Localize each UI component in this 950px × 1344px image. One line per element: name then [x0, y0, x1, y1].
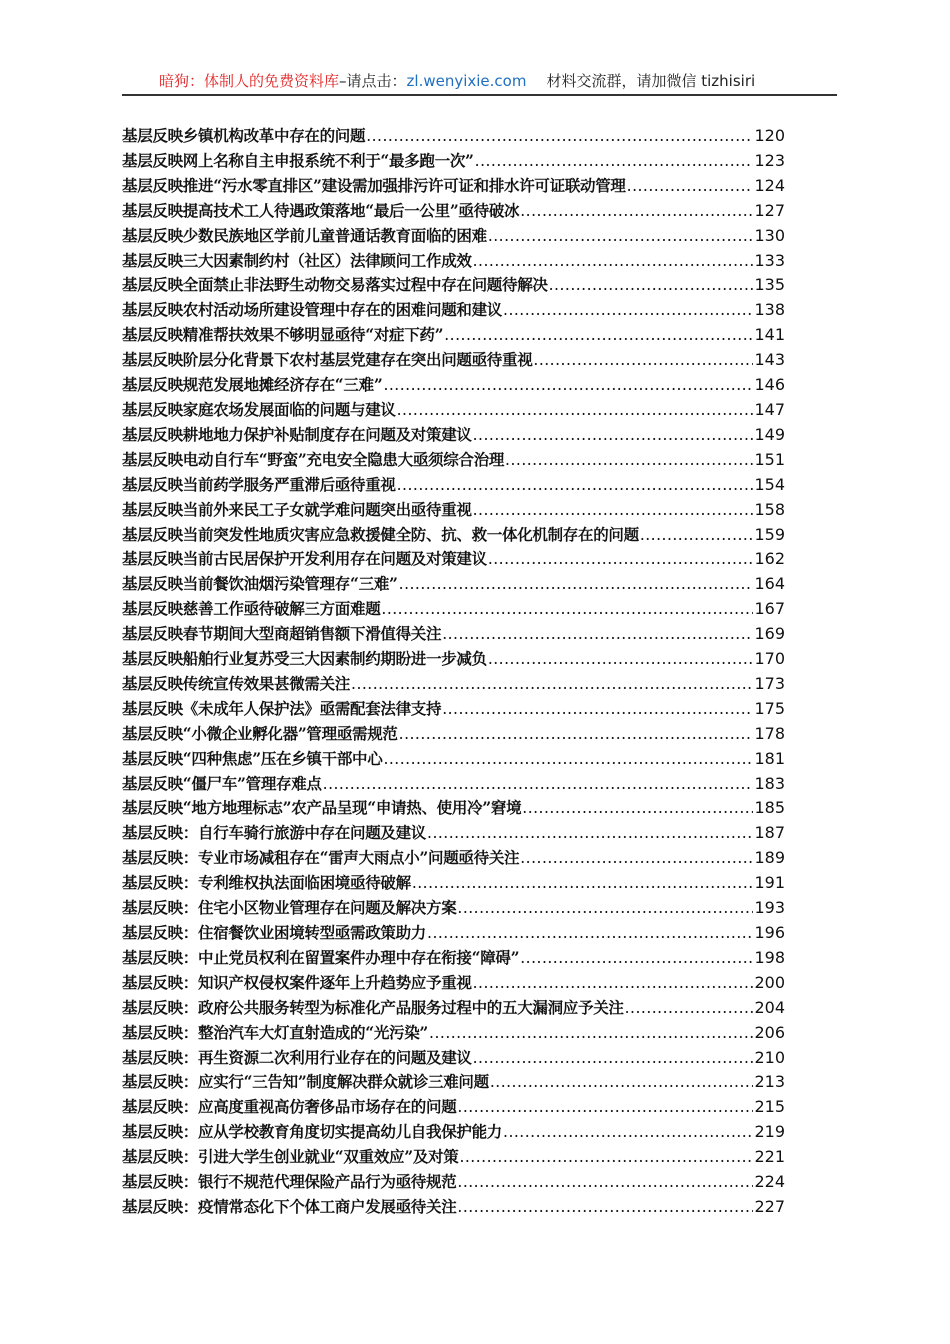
toc-entry-title: 基层反映耕地地力保护补贴制度存在问题及对策建议	[122, 424, 472, 444]
toc-entry-title: 基层反映慈善工作亟待破解三方面难题	[122, 599, 381, 619]
toc-entry-title: 基层反映：专业市场减租存在“雷声大雨点小”问题亟待关注	[122, 848, 520, 868]
header-contact: 材料交流群，请加微信 tizhisiri	[546, 72, 756, 90]
toc-entry[interactable]	[122, 398, 785, 423]
toc-leader-dots	[503, 1120, 753, 1145]
toc-leader-dots	[397, 398, 754, 423]
toc-entry-page: 198	[754, 947, 785, 967]
toc-entry[interactable]	[122, 772, 785, 797]
toc-leader-dots	[429, 1021, 753, 1046]
toc-entry-title: 基层反映：中止党员权利在留置案件办理中存在衔接“障碍”	[122, 947, 520, 967]
toc-entry-title: 基层反映三大因素制约村（社区）法律顾问工作成效	[122, 250, 472, 270]
toc-entry[interactable]	[122, 547, 785, 572]
toc-entry-page: 123	[754, 150, 785, 170]
header-prompt: –请点击：	[339, 72, 407, 90]
toc-entry[interactable]	[122, 1145, 785, 1170]
toc-leader-dots	[383, 747, 753, 772]
toc-leader-dots	[323, 772, 754, 797]
toc-leader-dots	[522, 796, 753, 821]
toc-entry-title: 基层反映推进“污水零直排区”建设需加强排污许可证和排水许可证联动管理	[122, 175, 626, 195]
toc-entry-title: 基层反映阶层分化背景下农村基层党建存在突出问题亟待重视	[122, 350, 533, 370]
toc-entry[interactable]	[122, 1046, 785, 1071]
toc-leader-dots	[488, 224, 754, 249]
toc-leader-dots	[640, 523, 754, 548]
toc-entry-page: 185	[754, 798, 785, 818]
toc-entry-page: 164	[754, 574, 785, 594]
toc-entry-page: 224	[754, 1172, 785, 1192]
toc-entry[interactable]	[122, 1095, 785, 1120]
toc-entry-page: 178	[754, 723, 785, 743]
toc-entry-page: 130	[754, 225, 785, 245]
toc-entry[interactable]	[122, 846, 785, 871]
toc-entry-title: 基层反映当前外来民工子女就学难问题突出亟待重视	[122, 499, 472, 519]
toc-entry[interactable]	[122, 423, 785, 448]
toc-entry-title: 基层反映：自行车骑行旅游中存在问题及建议	[122, 823, 427, 843]
toc-entry-page: 141	[754, 325, 785, 345]
toc-entry[interactable]	[122, 722, 785, 747]
toc-entry[interactable]	[122, 348, 785, 373]
toc-entry-page: 143	[754, 350, 785, 370]
toc-entry-page: 213	[754, 1072, 785, 1092]
toc-entry[interactable]	[122, 1170, 785, 1195]
header-link[interactable]: zl.wenyixie.com	[406, 72, 527, 90]
toc-entry-page: 215	[754, 1097, 785, 1117]
toc-leader-dots	[442, 622, 753, 647]
toc-leader-dots	[533, 348, 753, 373]
toc-entry-page: 146	[754, 375, 785, 395]
toc-entry-title: 基层反映春节期间大型商超销售额下滑值得关注	[122, 624, 442, 644]
toc-entry-page: 133	[754, 250, 785, 270]
toc-entry[interactable]	[122, 1195, 785, 1220]
toc-entry[interactable]	[122, 174, 785, 199]
toc-leader-dots	[473, 249, 754, 274]
toc-entry-title: 基层反映“四种焦虑”压在乡镇干部中心	[122, 748, 383, 768]
toc-entry-title: 基层反映少数民族地区学前儿童普通话教育面临的困难	[122, 225, 487, 245]
toc-leader-dots	[473, 1046, 754, 1071]
toc-entry-page: 191	[754, 873, 785, 893]
toc-entry[interactable]	[122, 1120, 785, 1145]
toc-leader-dots	[351, 672, 753, 697]
toc-entry-page: 219	[754, 1122, 785, 1142]
toc-leader-dots	[381, 597, 753, 622]
toc-entry-title: 基层反映网上名称自主申报系统不利于“最多跑一次”	[122, 150, 474, 170]
toc-leader-dots	[505, 448, 753, 473]
toc-entry-page: 158	[754, 499, 785, 519]
toc-entry[interactable]	[122, 871, 785, 896]
toc-entry[interactable]	[122, 323, 785, 348]
toc-entry-title: 基层反映：疫情常态化下个体工商户发展亟待关注	[122, 1196, 457, 1216]
toc-entry-title: 基层反映船舶行业复苏受三大因素制约期盼进一步减负	[122, 649, 487, 669]
toc-entry[interactable]	[122, 1070, 785, 1095]
toc-entry-title: 基层反映“地方地理标志”农产品呈现“申请热、使用冷”窘境	[122, 798, 522, 818]
toc-leader-dots	[488, 647, 754, 672]
toc-entry-page: 206	[754, 1022, 785, 1042]
toc-entry-title: 基层反映提高技术工人待遇政策落地“最后一公里”亟待破冰	[122, 200, 520, 220]
toc-entry[interactable]	[122, 946, 785, 971]
toc-entry-title: 基层反映乡镇机构改革中存在的问题	[122, 126, 366, 145]
toc-entry-page: 173	[754, 673, 785, 693]
toc-entry-title: 基层反映传统宣传效果甚微需关注	[122, 673, 351, 693]
toc-entry-page: 175	[754, 698, 785, 718]
toc-entry-page: 162	[754, 549, 785, 569]
toc-entry-title: 基层反映规范发展地摊经济存在“三难”	[122, 375, 383, 395]
toc-entry[interactable]	[122, 149, 785, 174]
toc-leader-dots	[520, 946, 753, 971]
toc-leader-dots	[366, 124, 753, 149]
toc-entry-page: 189	[754, 848, 785, 868]
toc-entry[interactable]	[122, 672, 785, 697]
header-brand: 暗狗：体制人的免费资料库	[159, 72, 340, 90]
table-of-contents	[122, 124, 785, 1220]
toc-entry[interactable]	[122, 647, 785, 672]
toc-entry-title: 基层反映全面禁止非法野生动物交易落实过程中存在问题待解决	[122, 275, 548, 295]
toc-entry-page: 138	[754, 300, 785, 320]
toc-entry-page: 196	[754, 923, 785, 942]
toc-leader-dots	[457, 1170, 753, 1195]
toc-entry-title: 基层反映家庭农场发展面临的问题与建议	[122, 399, 396, 419]
toc-entry-page: 127	[754, 200, 785, 220]
toc-entry-page: 120	[754, 126, 785, 145]
toc-entry[interactable]	[122, 921, 785, 946]
toc-entry-page: 227	[754, 1196, 785, 1216]
toc-entry-title: 基层反映：住宅小区物业管理存在问题及解决方案	[122, 898, 457, 918]
toc-entry-page: 124	[754, 175, 785, 195]
toc-entry-title: 基层反映精准帮扶效果不够明显亟待“对症下药”	[122, 325, 444, 345]
toc-entry-title: 基层反映“小微企业孵化器”管理亟需规范	[122, 723, 398, 743]
toc-leader-dots	[427, 821, 753, 846]
toc-entry-page: 193	[754, 898, 785, 918]
toc-entry-title: 基层反映：应高度重视高仿奢侈品市场存在的问题	[122, 1097, 457, 1117]
toc-entry-page: 204	[754, 997, 785, 1017]
toc-leader-dots	[520, 846, 753, 871]
toc-entry[interactable]	[122, 124, 785, 149]
toc-leader-dots	[490, 1070, 754, 1095]
toc-leader-dots	[473, 423, 754, 448]
toc-leader-dots	[475, 149, 754, 174]
toc-entry-title: 基层反映当前药学服务严重滞后亟待重视	[122, 474, 396, 494]
toc-leader-dots	[520, 199, 753, 224]
toc-entry[interactable]	[122, 572, 785, 597]
toc-leader-dots	[488, 547, 754, 572]
toc-entry[interactable]	[122, 249, 785, 274]
toc-entry-title: 基层反映当前突发性地质灾害应急救援健全防、抗、救一体化机制存在的问题	[122, 524, 639, 544]
toc-leader-dots	[444, 323, 753, 348]
toc-leader-dots	[473, 498, 754, 523]
toc-entry[interactable]	[122, 498, 785, 523]
toc-entry[interactable]	[122, 298, 785, 323]
toc-entry[interactable]	[122, 697, 785, 722]
toc-entry[interactable]	[122, 747, 785, 772]
toc-entry[interactable]	[122, 896, 785, 921]
toc-entry[interactable]	[122, 821, 785, 846]
toc-entry-page: 154	[754, 474, 785, 494]
toc-entry-page: 147	[754, 399, 785, 419]
toc-entry-title: 基层反映：引进大学生创业就业“双重效应”及对策	[122, 1147, 459, 1167]
toc-entry-page: 200	[754, 972, 785, 992]
toc-leader-dots	[503, 298, 753, 323]
toc-entry-page: 181	[754, 748, 785, 768]
toc-entry-title: 基层反映：住宿餐饮业困境转型亟需政策助力	[122, 923, 427, 942]
toc-entry-page: 169	[754, 624, 785, 644]
page-header	[122, 68, 837, 96]
toc-entry-title: 基层反映：政府公共服务转型为标准化产品服务过程中的五大漏洞应予关注	[122, 997, 624, 1017]
toc-entry[interactable]	[122, 473, 785, 498]
toc-entry-title: 基层反映《未成年人保护法》亟需配套法律支持	[122, 698, 442, 718]
toc-entry-title: 基层反映当前餐饮油烟污染管理存“三难”	[122, 574, 398, 594]
toc-entry-title: 基层反映当前古民居保护开发利用存在问题及对策建议	[122, 549, 487, 569]
toc-entry[interactable]	[122, 622, 785, 647]
toc-entry-title: 基层反映：整治汽车大灯直射造成的“光污染”	[122, 1022, 429, 1042]
toc-entry-page: 151	[754, 449, 785, 469]
toc-entry[interactable]	[122, 448, 785, 473]
toc-leader-dots	[442, 697, 753, 722]
toc-entry-page: 149	[754, 424, 785, 444]
toc-leader-dots	[457, 896, 753, 921]
toc-leader-dots	[397, 473, 754, 498]
toc-entry[interactable]	[122, 796, 785, 821]
toc-entry-title: 基层反映：再生资源二次利用行业存在的问题及建议	[122, 1047, 472, 1067]
toc-entry[interactable]	[122, 199, 785, 224]
toc-entry-title: 基层反映：银行不规范代理保险产品行为亟待规范	[122, 1172, 457, 1192]
toc-entry[interactable]	[122, 273, 785, 298]
toc-entry-page: 183	[754, 773, 785, 793]
toc-entry[interactable]	[122, 597, 785, 622]
toc-leader-dots	[627, 174, 754, 199]
toc-entry[interactable]	[122, 971, 785, 996]
toc-entry[interactable]	[122, 1021, 785, 1046]
toc-leader-dots	[625, 996, 754, 1021]
toc-entry[interactable]	[122, 373, 785, 398]
toc-entry-title: 基层反映“僵尸车”管理存难点	[122, 773, 322, 793]
toc-entry-page: 170	[754, 649, 785, 669]
toc-leader-dots	[457, 1095, 753, 1120]
toc-entry-title: 基层反映电动自行车“野蛮”充电安全隐患大亟须综合治理	[122, 449, 505, 469]
toc-entry-title: 基层反映：专利维权执法面临困境亟待破解	[122, 873, 411, 893]
toc-leader-dots	[459, 1145, 753, 1170]
toc-entry-page: 135	[754, 275, 785, 295]
toc-entry-page: 167	[754, 599, 785, 619]
toc-entry[interactable]	[122, 224, 785, 249]
toc-leader-dots	[457, 1195, 753, 1220]
toc-entry-page: 159	[754, 524, 785, 544]
toc-leader-dots	[427, 921, 753, 946]
toc-entry-page: 187	[754, 823, 785, 843]
toc-entry-title: 基层反映：知识产权侵权案件逐年上升趋势应予重视	[122, 972, 472, 992]
toc-leader-dots	[412, 871, 754, 896]
toc-entry[interactable]	[122, 996, 785, 1021]
toc-entry-title: 基层反映：应从学校教育角度切实提高幼儿自我保护能力	[122, 1122, 503, 1142]
toc-leader-dots	[383, 373, 753, 398]
toc-entry-page: 210	[754, 1047, 785, 1067]
toc-leader-dots	[473, 971, 754, 996]
toc-entry-title: 基层反映农村活动场所建设管理中存在的困难问题和建议	[122, 300, 503, 320]
toc-leader-dots	[399, 572, 754, 597]
toc-entry-title: 基层反映：应实行“三告知”制度解决群众就诊三难问题	[122, 1072, 489, 1092]
toc-leader-dots	[549, 273, 754, 298]
toc-entry[interactable]	[122, 523, 785, 548]
toc-leader-dots	[399, 722, 754, 747]
toc-entry-page: 221	[754, 1147, 785, 1167]
